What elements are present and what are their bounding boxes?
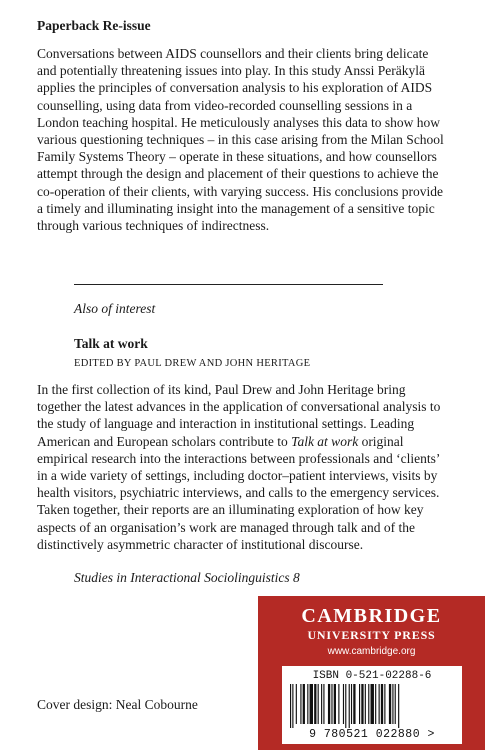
barcode-bar (296, 684, 297, 724)
blurb-book-title: Talk at work (291, 433, 359, 449)
barcode-bar (359, 684, 360, 724)
cover-credit: Cover design: Neal Cobourne (37, 697, 198, 712)
barcode-bar (381, 684, 383, 724)
barcode-bar (323, 684, 324, 724)
barcode-bar (384, 684, 385, 724)
section-divider (74, 284, 383, 285)
barcode-bar (349, 684, 350, 728)
barcode-bar (290, 684, 291, 728)
related-book-blurb (37, 381, 450, 553)
barcode-bar (368, 684, 369, 724)
barcode-bar (334, 684, 336, 724)
barcode-bar (379, 684, 380, 724)
barcode-bar (328, 684, 330, 724)
barcode-bar (395, 684, 396, 724)
barcode-bar (375, 684, 376, 724)
ean-number: 9 780521 022880 > (309, 728, 435, 741)
barcode-bar (307, 684, 308, 724)
publisher-url: www.cambridge.org (327, 646, 416, 657)
barcode-bar (310, 684, 313, 724)
related-book-title: Talk at work (74, 336, 148, 351)
barcode-bar (389, 684, 391, 724)
barcode-bar (361, 684, 363, 724)
blurb-text-end: original empirical research into the interactions between professionals and ‘clients’ in a wide variety of settings, including doctor–patient interviews, visits by health visitors, psychiatric interviews, and calls to the emergency services. Taken together, their reports are an illuminating exploration of how key aspects of an organisation’s work are managed through talk and of the distinctively asymmetric character of institutional discourse. (37, 433, 440, 552)
publisher-name: CAMBRIDGE (301, 605, 442, 627)
barcode-bar (351, 684, 352, 724)
barcode-bar (365, 684, 366, 724)
barcode-bar (392, 684, 393, 724)
barcode-bar (300, 684, 301, 724)
barcode-bar (371, 684, 374, 724)
book-description: Conversations between AIDS counsellors and their clients bring delicate and potentially threatening issues into play. In this study Anssi Peräkylä applies the principles of conversation analysis to his exploration of AIDS counselling, using data from video-recorded counselling sessions in a London teaching hospital. He meticulously analyses this data to show how various questioning techniques – in this case arising from the Milan School Family Systems Theory – operate in these situations, and how counsellors attempt through the design and placement of their questions to achieve the co-operation of their clients, with varying success. His conclusions provide a timely and illuminating insight into the management of a sensitive topic through various techniques of indirectness. (37, 46, 444, 234)
barcode-bar (345, 684, 346, 728)
barcode-bar (318, 684, 319, 724)
barcode-bar (292, 684, 293, 728)
barcode-bar (353, 684, 355, 724)
related-book-editors: EDITED BY PAUL DREW AND JOHN HERITAGE (74, 358, 311, 369)
publisher-logo-block (258, 596, 485, 750)
barcode-bar (303, 684, 305, 724)
isbn-label: ISBN 0-521-02288-6 (312, 670, 432, 682)
publisher-press: UNIVERSITY PRESS (307, 628, 436, 642)
series-name: Studies in Interactional Sociolinguistics 8 (74, 570, 300, 585)
barcode-bar (343, 684, 344, 724)
barcode-bar (314, 684, 316, 724)
barcode-panel (282, 666, 462, 744)
barcode-bar (331, 684, 332, 724)
also-of-interest-label: Also of interest (74, 301, 156, 316)
blurb-text-start: In the first collection of its kind, Paul Drew and John Heritage bring together the latest advances in the application of conversational analysis to the study of language and interaction in institutional settings. Leading American and European scholars contribute to (37, 382, 441, 449)
barcode-bar (398, 684, 399, 728)
page-heading: Paperback Re-issue (37, 18, 151, 33)
barcode-image (288, 684, 456, 728)
barcode-bar (321, 684, 322, 724)
barcode-bar (338, 684, 339, 724)
